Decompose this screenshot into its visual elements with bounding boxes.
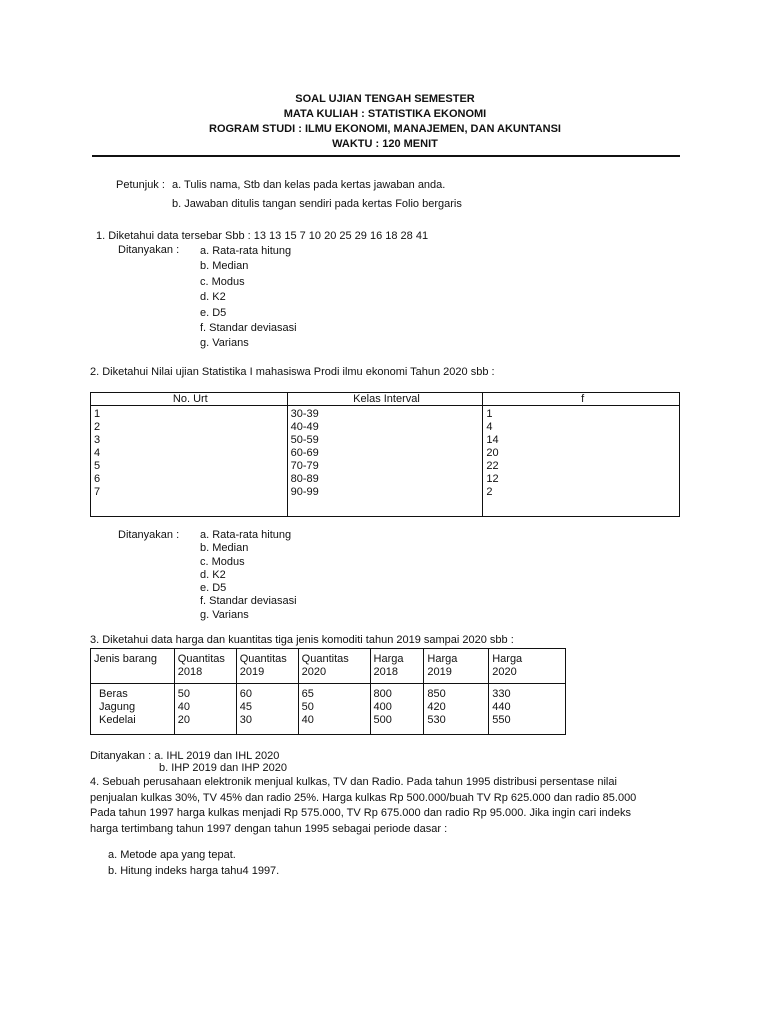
q3-asked-a: Ditanyakan : a. IHL 2019 dan IHL 2020 bbox=[90, 750, 280, 762]
cell: 530 bbox=[427, 714, 446, 726]
q4-item-b: b. Hitung indeks harga tahu4 1997. bbox=[108, 865, 280, 877]
header-year: 2020 bbox=[301, 666, 327, 678]
q1-asked-list bbox=[200, 244, 297, 352]
header-text: Harga bbox=[373, 653, 404, 665]
cell: 3 bbox=[94, 434, 101, 446]
cell: 500 bbox=[373, 714, 392, 726]
q2-item: b. Median bbox=[200, 542, 249, 555]
cell: 65 bbox=[301, 688, 314, 700]
instruction-a: a. Tulis nama, Stb dan kelas pada kertas jawaban anda. bbox=[172, 179, 446, 191]
table-row bbox=[91, 684, 566, 735]
table-header-row bbox=[91, 649, 566, 684]
q3-asked-b: b. IHP 2019 dan IHP 2020 bbox=[159, 762, 288, 774]
q1-item: c. Modus bbox=[200, 275, 245, 288]
q2-item: g. Varians bbox=[200, 608, 249, 621]
instruction-b: b. Jawaban ditulis tangan sendiri pada kertas Folio bergaris bbox=[172, 198, 462, 210]
q4-line: Pada tahun 1997 harga kulkas menjadi Rp 575.000, TV Rp 675.000 dan radio Rp 95.000. Jika ingin cari indeks bbox=[90, 807, 631, 819]
q4-line: penjualan kulkas 30%, TV 45% dan radio 25%. Harga kulkas Rp 500.000/buah TV Rp 625.000 dan radio 85.000 bbox=[90, 791, 637, 804]
col-header-price-2018 bbox=[370, 649, 424, 684]
no-column bbox=[91, 406, 288, 517]
table-header-row bbox=[91, 393, 680, 406]
header-text: Quantitas bbox=[177, 653, 225, 665]
header-year: 2019 bbox=[427, 666, 452, 678]
col-header-qty-2020 bbox=[298, 649, 370, 684]
cell: 550 bbox=[492, 714, 511, 726]
header-text: Harga bbox=[492, 653, 523, 665]
q4-line: 4. Sebuah perusahaan elektronik menjual kulkas, TV dan Radio. Pada tahun 1995 distribusi persentase nilai bbox=[90, 776, 617, 788]
cell: 50 bbox=[301, 701, 314, 713]
col-header-price-2020 bbox=[489, 649, 566, 684]
q2-frequency-table bbox=[90, 392, 680, 517]
header-text: Quantitas bbox=[301, 653, 349, 665]
cell: 14 bbox=[486, 434, 499, 446]
q3-intro: 3. Diketahui data harga dan kuantitas tiga jenis komoditi tahun 2019 sampai 2020 sbb : bbox=[90, 634, 514, 646]
header-year: 2018 bbox=[177, 666, 203, 678]
price-2018-column bbox=[370, 684, 424, 735]
q1-item: f. Standar deviasasi bbox=[200, 322, 297, 335]
q2-intro: 2. Diketahui Nilai ujian Statistika I mahasiswa Prodi ilmu ekonomi Tahun 2020 sbb : bbox=[90, 366, 495, 378]
q2-item: f. Standar deviasasi bbox=[200, 595, 297, 608]
exam-title: SOAL UJIAN TENGAH SEMESTER bbox=[295, 93, 475, 105]
cell: 20 bbox=[177, 714, 191, 726]
instructions-label: Petunjuk : bbox=[116, 179, 165, 191]
q2-item: c. Modus bbox=[200, 555, 245, 568]
cell: 2 bbox=[94, 421, 101, 433]
q1-item: d. K2 bbox=[200, 291, 226, 304]
q4-paragraph bbox=[90, 775, 636, 837]
header-year: 2019 bbox=[239, 666, 265, 678]
cell: 30 bbox=[239, 714, 252, 726]
cell: 12 bbox=[486, 473, 499, 485]
study-program: ROGRAM STUDI : ILMU EKONOMI, MANAJEMEN, DAN AKUNTANSI bbox=[209, 123, 561, 135]
cell: 50 bbox=[177, 688, 191, 700]
cell: Jagung bbox=[99, 701, 136, 713]
qty-2020-column bbox=[298, 684, 370, 735]
q2-asked-list bbox=[200, 529, 297, 622]
cell: Beras bbox=[99, 688, 128, 700]
cell: 5 bbox=[94, 460, 101, 472]
q1-item: a. Rata-rata hitung bbox=[200, 245, 292, 257]
cell: 7 bbox=[94, 486, 101, 498]
cell: 4 bbox=[486, 421, 493, 433]
exam-header bbox=[90, 92, 680, 152]
q1-asked-label: Ditanyakan : bbox=[118, 244, 180, 256]
cell: 70-79 bbox=[290, 460, 319, 472]
cell: 420 bbox=[427, 701, 446, 713]
header-divider bbox=[92, 155, 680, 157]
exam-duration: WAKTU : 120 MENIT bbox=[332, 138, 438, 150]
cell: 40 bbox=[301, 714, 314, 726]
cell: 30-39 bbox=[290, 408, 319, 420]
col-header-f: f bbox=[483, 393, 680, 406]
cell: 60-69 bbox=[290, 447, 319, 459]
cell: 400 bbox=[373, 701, 392, 713]
col-header-item bbox=[91, 649, 175, 684]
price-2019-column bbox=[424, 684, 489, 735]
q2-item: e. D5 bbox=[200, 582, 227, 595]
cell: 850 bbox=[427, 688, 446, 700]
header-year: 2020 bbox=[492, 666, 517, 678]
cell: 40 bbox=[177, 701, 191, 713]
q1-item: b. Median bbox=[200, 260, 249, 273]
cell: 60 bbox=[239, 688, 252, 700]
col-header-qty-2018 bbox=[174, 649, 236, 684]
qty-2018-column bbox=[174, 684, 236, 735]
q3-commodity-table bbox=[90, 648, 566, 735]
q4-line: harga tertimbang tahun 1997 dengan tahun 1995 sebagai periode dasar : bbox=[90, 822, 448, 835]
q2-item: d. K2 bbox=[200, 568, 226, 581]
cell: Kedelai bbox=[99, 714, 136, 726]
q1-item: e. D5 bbox=[200, 306, 227, 319]
q2-asked-label: Ditanyakan : bbox=[118, 529, 180, 541]
col-header-price-2019 bbox=[424, 649, 489, 684]
cell: 330 bbox=[492, 688, 511, 700]
item-column bbox=[91, 684, 175, 735]
course-name: MATA KULIAH : STATISTIKA EKONOMI bbox=[283, 108, 487, 120]
cell: 800 bbox=[373, 688, 392, 700]
cell: 20 bbox=[486, 447, 499, 459]
cell: 6 bbox=[94, 473, 101, 485]
price-2020-column bbox=[489, 684, 566, 735]
cell: 1 bbox=[486, 408, 493, 420]
interval-column bbox=[287, 406, 483, 517]
cell: 50-59 bbox=[290, 434, 319, 446]
header-text: Jenis barang bbox=[94, 653, 157, 665]
header-text: Harga bbox=[427, 653, 458, 665]
q1-item: g. Varians bbox=[200, 337, 249, 350]
qty-2019-column bbox=[236, 684, 298, 735]
cell: 90-99 bbox=[290, 486, 319, 498]
cell: 4 bbox=[94, 447, 101, 459]
cell: 2 bbox=[486, 486, 493, 498]
cell: 1 bbox=[94, 408, 101, 420]
col-header-no: No. Urt bbox=[91, 393, 288, 406]
frequency-column bbox=[483, 406, 680, 517]
cell: 80-89 bbox=[290, 473, 319, 485]
cell: 45 bbox=[239, 701, 252, 713]
col-header-interval: Kelas Interval bbox=[287, 393, 483, 406]
cell: 440 bbox=[492, 701, 511, 713]
cell: 22 bbox=[486, 460, 499, 472]
col-header-qty-2019 bbox=[236, 649, 298, 684]
cell: 40-49 bbox=[290, 421, 319, 433]
header-text: Quantitas bbox=[239, 653, 287, 665]
q1-intro: 1. Diketahui data tersebar Sbb : 13 13 15 7 10 20 25 29 16 18 28 41 bbox=[96, 230, 429, 242]
header-year: 2018 bbox=[373, 666, 399, 678]
table-row bbox=[91, 406, 680, 517]
q4-item-a: a. Metode apa yang tepat. bbox=[108, 849, 236, 861]
q2-item: a. Rata-rata hitung bbox=[200, 529, 292, 541]
